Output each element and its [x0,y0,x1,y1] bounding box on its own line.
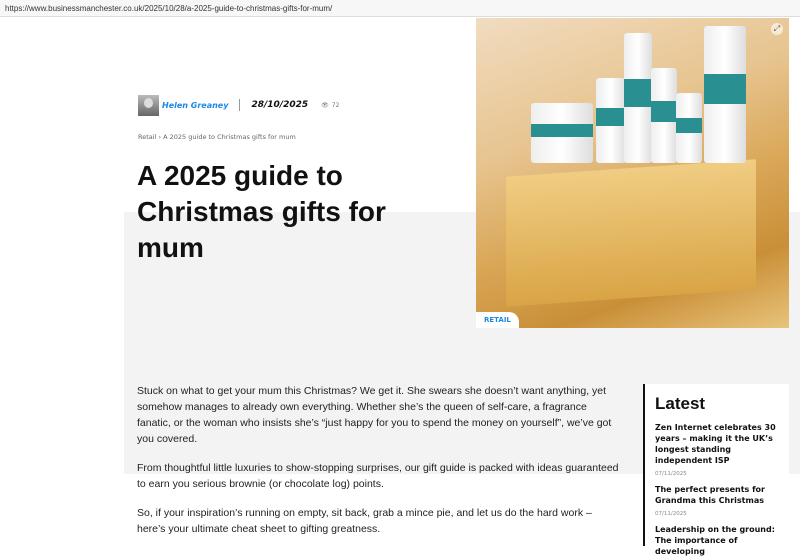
hero-image [476,18,789,328]
breadcrumb [138,133,296,141]
latest-item-date: 07/11/2025 [655,511,687,517]
paragraph: From thoughtful little luxuries to show-stopping surprises, our gift guide is packed with ideas guaranteed to earn you serious brownie (or chocolate log) points. [137,462,619,490]
product-jar [531,103,593,163]
article-body [137,383,622,550]
paragraph: So, if your inspiration’s running on empty, sit back, grab a mince pie, and let us do the hard work – here’s your ultimate cheat sheet to gifting greatness. [137,507,592,535]
latest-item-date: 07/11/2025 [655,471,687,477]
view-count [321,102,339,109]
sidebar-heading: Latest [655,394,706,413]
publish-date: 28/10/2025 [251,100,309,110]
paragraph: Stuck on what to get your mum this Christmas? We get it. She swears she doesn’t want anything, yet somehow manages to already own everything. Whether she’s the queen of self-care, a fragrance fanatic, or the woman who insists she’s “just happy for you to spend the money on yourself”, we’ve got you covered. [137,385,612,445]
eye-icon: 👁 [321,101,329,109]
address-bar[interactable]: https://www.businessmanchester.co.uk/2025/10/28/a-2025-guide-to-christmas-gifts-for-mum/ [0,0,800,17]
breadcrumb-retail[interactable]: Retail [138,133,157,141]
latest-sidebar [643,384,789,556]
product-pump [704,26,746,163]
product-pump [624,33,652,163]
product-bottle [596,78,626,163]
latest-item-link[interactable]: Leadership on the ground: The importance of developing [655,525,775,556]
category-tag[interactable]: RETAIL [476,312,519,328]
breadcrumb-current: A 2025 guide to Christmas gifts for mum [163,133,296,141]
article-meta [138,94,339,116]
gift-box [506,159,756,306]
product-bottle [651,68,677,163]
expand-icon[interactable]: ⤢ [771,23,783,35]
product-bottle [676,93,702,163]
latest-item-link[interactable]: The perfect presents for Grandma this Christmas [655,485,765,505]
latest-item-link[interactable]: Zen Internet celebrates 30 years – making it the UK’s longest standing independent ISP [655,423,776,465]
author-link[interactable]: Helen Greaney [162,100,229,110]
page-title: A 2025 guide to Christmas gifts for mum [137,160,386,263]
author-avatar [138,95,159,116]
breadcrumb-separator: › [158,133,162,141]
divider [239,99,240,111]
view-count-value: 72 [331,101,340,109]
